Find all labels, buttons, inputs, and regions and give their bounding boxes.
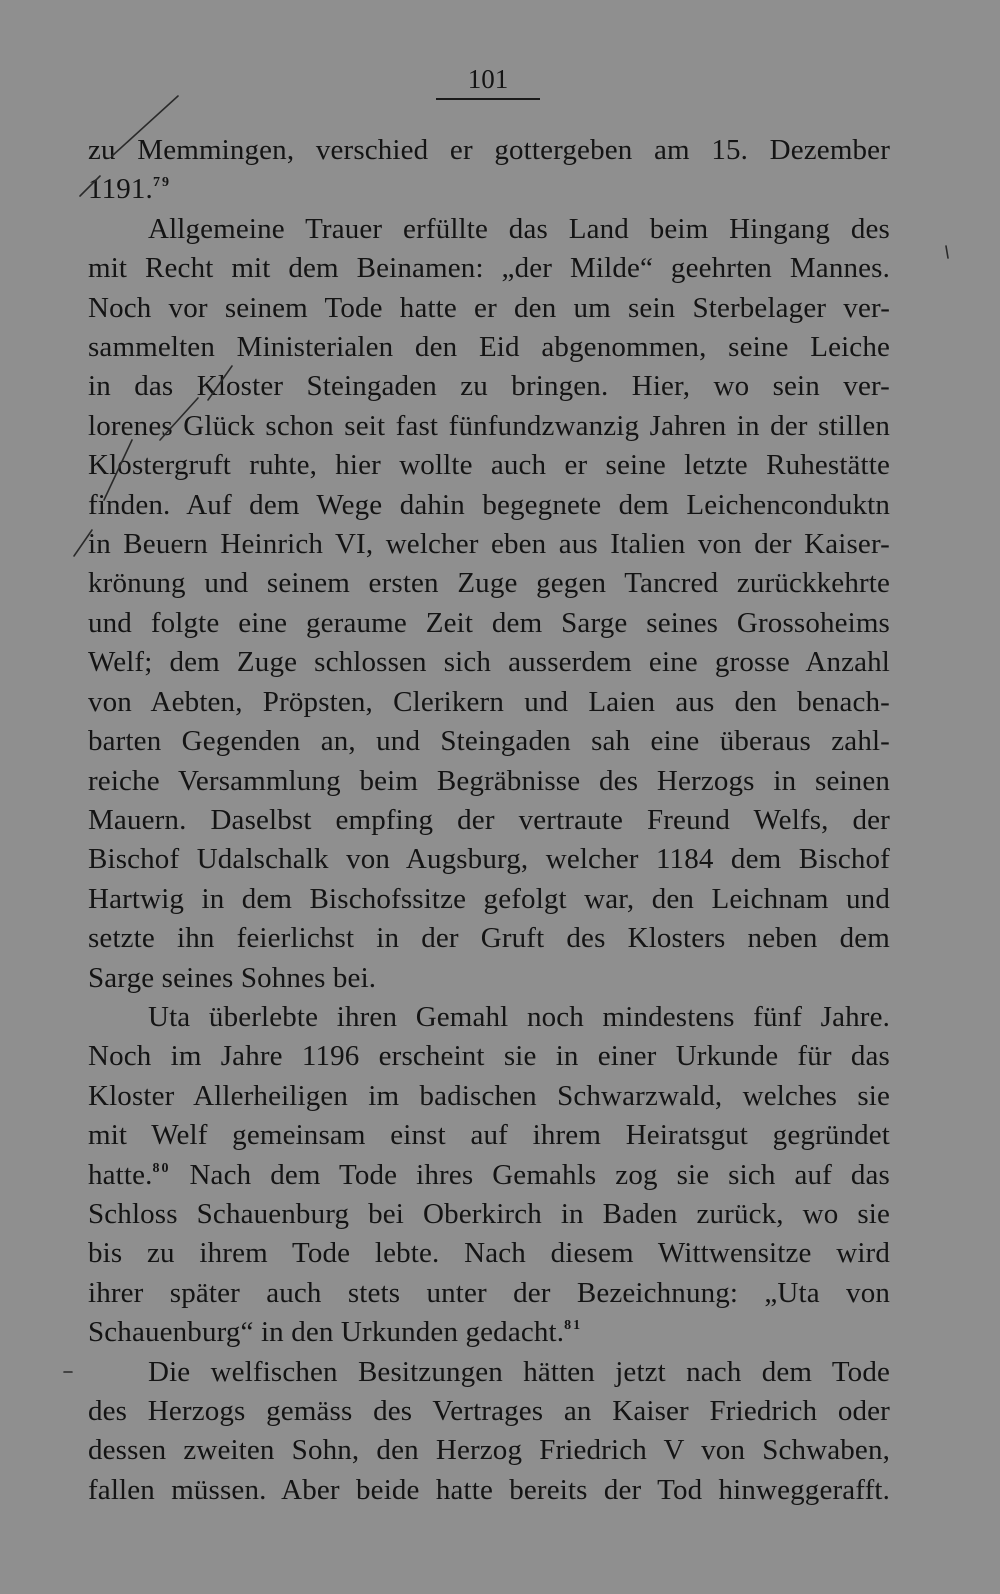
text-line: Die welfischen Besitzungen hätten jetzt nach dem Tode (148, 1355, 890, 1388)
text-line: ihrer später auch stets unter der Bezeichnung: „Uta von (88, 1276, 890, 1309)
pencil-stroke (946, 246, 948, 258)
footnote-marker: 81 (564, 1318, 583, 1334)
paragraph (88, 210, 890, 998)
text-line: Noch vor seinem Tode hatte er den um sein Sterbelager ver- (88, 291, 890, 324)
text-line: reiche Versammlung beim Begräbnisse des Herzogs in seinen (88, 764, 890, 797)
text-line: fallen müssen. Aber beide hatte bereits der Tod hinweggerafft. (88, 1473, 890, 1506)
body-text (88, 131, 890, 1510)
text-line: Allgemeine Trauer erfüllte das Land beim Hingang des (148, 212, 890, 245)
text-line: Bischof Udalschalk von Augsburg, welcher 1184 dem Bischof (88, 843, 890, 876)
text-line: Sarge seines Sohnes bei. (88, 961, 377, 994)
text-line: bis zu ihrem Tode lebte. Nach diesem Wittwensitze wird (88, 1237, 890, 1270)
text-line: Hartwig in dem Bischofssitze gefolgt war, den Leichnam und (88, 882, 890, 915)
text-line: lorenes Glück schon seit fast fünfundzwanzig Jahren in der stillen (88, 409, 890, 442)
text-line: und folgte eine geraume Zeit dem Sarge seines Grossoheims (88, 606, 890, 639)
paragraph (88, 131, 890, 210)
text-line: sammelten Ministerialen den Eid abgenommen, seine Leiche (88, 331, 890, 364)
text-line: zu Memmingen, verschied er gottergeben am 15. Dezember (88, 134, 890, 166)
text-line: Mauern. Daselbst empfing der vertraute Freund Welfs, der (88, 803, 890, 836)
text-line: mit Welf gemeinsam einst auf ihrem Heiratsgut gegründet (88, 1119, 890, 1152)
text-line: hatte.$^{80}$ Nach dem Tode ihres Gemahls zog sie sich auf das (88, 1158, 890, 1191)
paragraph (88, 1353, 890, 1511)
text-line: Welf; dem Zuge schlossen sich ausserdem eine grosse Anzahl (88, 646, 890, 679)
paragraph (88, 998, 890, 1353)
text-line: krönung und seinem ersten Zuge gegen Tancred zurückkehrte (88, 567, 890, 600)
text-line: von Aebten, Pröpsten, Clerikern und Laien aus den benach- (88, 685, 890, 718)
text-line: dessen zweiten Sohn, den Herzog Friedrich V von Schwaben, (88, 1434, 890, 1467)
text-line: finden. Auf dem Wege dahin begegnete dem Leichenconduktn (88, 488, 890, 521)
text-line: Schloss Schauenburg bei Oberkirch in Baden zurück, wo sie (88, 1197, 890, 1230)
text-line: Uta überlebte ihren Gemahl noch mindestens fünf Jahre. (148, 1000, 890, 1033)
text-line: Noch im Jahre 1196 erscheint sie in einer Urkunde für das (88, 1040, 890, 1073)
text-line: barten Gegenden an, und Steingaden sah eine überaus zahl- (88, 725, 890, 758)
text-line: 1191.79 (88, 173, 171, 206)
footnote-marker: 79 (152, 175, 171, 191)
text-line: in das Kloster Steingaden zu bringen. Hier, wo sein ver- (88, 370, 890, 403)
text-line: setzte ihn feierlichst in der Gruft des Klosters neben dem (88, 922, 890, 955)
text-line: Kloster Allerheiligen im badischen Schwarzwald, welches sie (88, 1079, 890, 1112)
page-number: 101 (436, 62, 540, 100)
text-line: mit Recht mit dem Beinamen: „der Milde“ geehrten Mannes. (88, 252, 890, 285)
text-line: in Beuern Heinrich VI, welcher eben aus Italien von der Kaiser- (88, 528, 890, 561)
text-line: Schauenburg“ in den Urkunden gedacht.$^{81}$ (88, 1316, 583, 1349)
footnote-marker: 80 (152, 1160, 171, 1176)
text-line: des Herzogs gemäss des Vertrages an Kaiser Friedrich oder (88, 1395, 890, 1427)
text-line: Klostergruft ruhte, hier wollte auch er seine letzte Ruhestätte (88, 449, 890, 482)
